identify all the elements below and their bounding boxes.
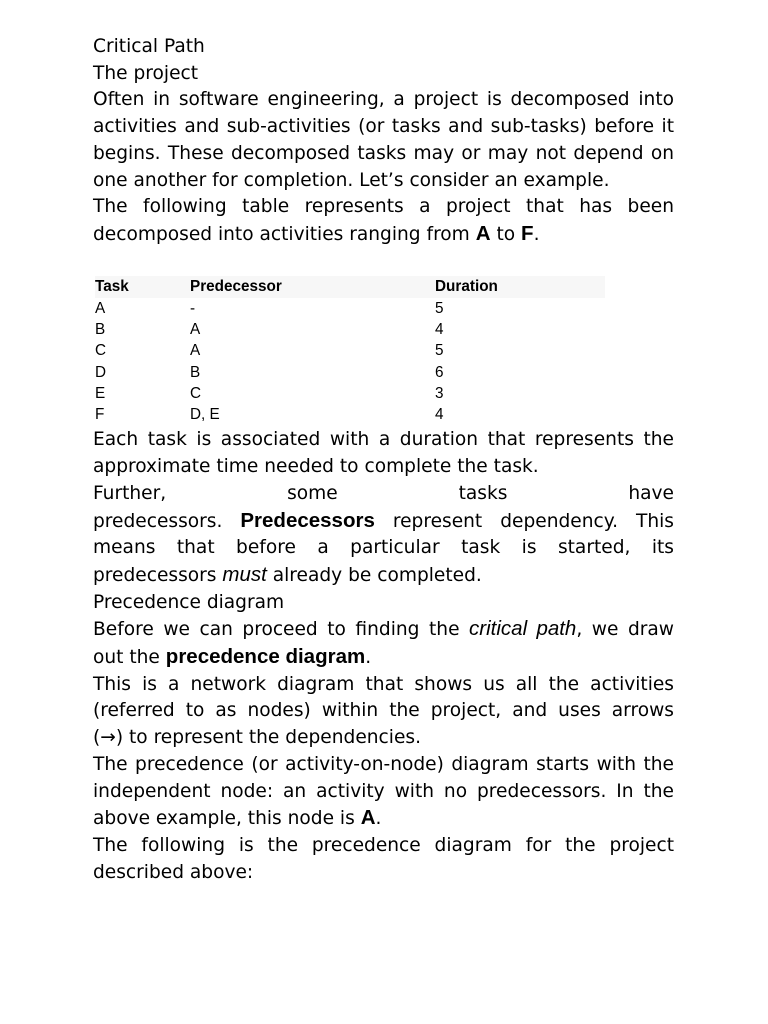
diagram-intro-line-1 — [93, 616, 674, 644]
predecessor-line-3: means that before a particular task is started, its — [93, 537, 674, 559]
cell-predecessor: C — [190, 384, 202, 402]
predecessor-line-1: Further, some tasks have — [93, 482, 674, 504]
table-row — [95, 383, 605, 404]
must-emphasis: must — [222, 562, 267, 586]
cell-task: A — [95, 299, 106, 317]
table-intro-period: . — [533, 223, 540, 245]
cell-predecessor: A — [190, 320, 201, 338]
column-header-duration: Duration — [435, 277, 498, 295]
column-header-predecessor: Predecessor — [190, 277, 282, 295]
table-header-row — [95, 276, 605, 298]
cell-predecessor: B — [190, 363, 201, 381]
table-intro-paragraph — [93, 194, 674, 248]
table-row — [95, 362, 605, 383]
critical-path-emphasis: critical path — [469, 617, 577, 641]
task-f-label: F — [521, 221, 534, 245]
diagram-intro-text-start: out the — [93, 647, 166, 669]
diagram-intro-line-2 — [93, 644, 674, 672]
cell-task: D — [95, 363, 107, 381]
table-intro-line-1: The following table represents a project that has been — [93, 196, 674, 218]
aon-text: above example, this node is — [93, 808, 361, 830]
intro-line-4: one another for completion. Let’s consider an example. — [93, 169, 610, 191]
predecessor-text-rest: represent dependency. This — [374, 510, 674, 532]
cell-duration: 4 — [435, 320, 444, 338]
predecessor-text: predecessors. — [93, 510, 241, 532]
network-paragraph — [93, 672, 674, 752]
diagram-intro-text: Before we can proceed to finding the — [93, 619, 470, 641]
table-row — [95, 404, 605, 425]
cell-duration: 5 — [435, 299, 444, 317]
cell-duration: 6 — [435, 363, 444, 381]
task-table-wrapper — [93, 276, 603, 426]
task-table — [95, 276, 605, 426]
cell-duration: 3 — [435, 384, 444, 402]
cell-task: F — [95, 406, 105, 424]
cell-task: C — [95, 342, 107, 360]
cell-duration: 4 — [435, 406, 444, 424]
aon-line-2: independent node: an activity with no predecessors. In the — [93, 780, 674, 802]
cell-task: E — [95, 384, 106, 402]
node-a-label: A — [360, 806, 376, 830]
table-row — [95, 319, 605, 340]
table-intro-text: decomposed into activities ranging from — [93, 223, 476, 245]
diagram-intro-text-rest: , we draw — [576, 619, 674, 641]
table-row — [95, 340, 605, 361]
document-page — [93, 34, 674, 886]
duration-line-1: Each task is associated with a duration that represents the — [93, 429, 674, 451]
predecessor-line-4 — [93, 562, 674, 590]
section-heading-precedence-diagram: Precedence diagram — [93, 591, 285, 613]
section-heading-project: The project — [93, 62, 199, 84]
predecessor-text-end: already be completed. — [266, 564, 482, 586]
aon-line-1: The precedence (or activity-on-node) diagram starts with the — [93, 753, 674, 775]
following-line-2: described above: — [93, 861, 254, 883]
cell-task: B — [95, 320, 106, 338]
document-title: Critical Path — [93, 36, 205, 57]
predecessor-line-2 — [93, 508, 674, 536]
cell-predecessor: A — [190, 342, 201, 360]
cell-duration: 5 — [435, 342, 444, 360]
duration-line-2: approximate time needed to complete the task. — [93, 456, 539, 478]
aon-line-3 — [93, 805, 674, 833]
predecessor-paragraph — [93, 481, 674, 590]
aon-period: . — [375, 808, 382, 830]
following-line-1: The following is the precedence diagram for the project — [93, 834, 674, 856]
table-row — [95, 298, 605, 319]
precedence-diagram-term: precedence diagram — [165, 645, 366, 669]
diagram-intro-period: . — [365, 647, 372, 669]
predecessor-text-start: predecessors — [93, 564, 223, 586]
intro-line-2: activities and sub-activities (or tasks and sub-tasks) before it — [93, 116, 674, 138]
task-a-label: A — [475, 221, 491, 245]
intro-line-3: begins. These decomposed tasks may or may not depend on — [93, 142, 674, 164]
intro-paragraph — [93, 87, 674, 194]
predecessors-term: Predecessors — [240, 508, 375, 532]
duration-paragraph — [93, 427, 674, 480]
cell-predecessor: - — [190, 299, 196, 317]
table-intro-to: to — [490, 223, 522, 245]
network-line-3: (→) to represent the dependencies. — [93, 727, 421, 749]
network-line-2: (referred to as nodes) within the project, and uses arrows — [93, 700, 674, 722]
column-header-task: Task — [95, 277, 129, 295]
diagram-intro-paragraph — [93, 616, 674, 671]
activity-on-node-paragraph — [93, 752, 674, 833]
cell-predecessor: D, E — [190, 406, 220, 424]
table-intro-line-2 — [93, 221, 674, 249]
following-paragraph — [93, 833, 674, 886]
network-line-1: This is a network diagram that shows us all the activities — [93, 673, 674, 695]
intro-line-1: Often in software engineering, a project is decomposed into — [93, 89, 674, 111]
